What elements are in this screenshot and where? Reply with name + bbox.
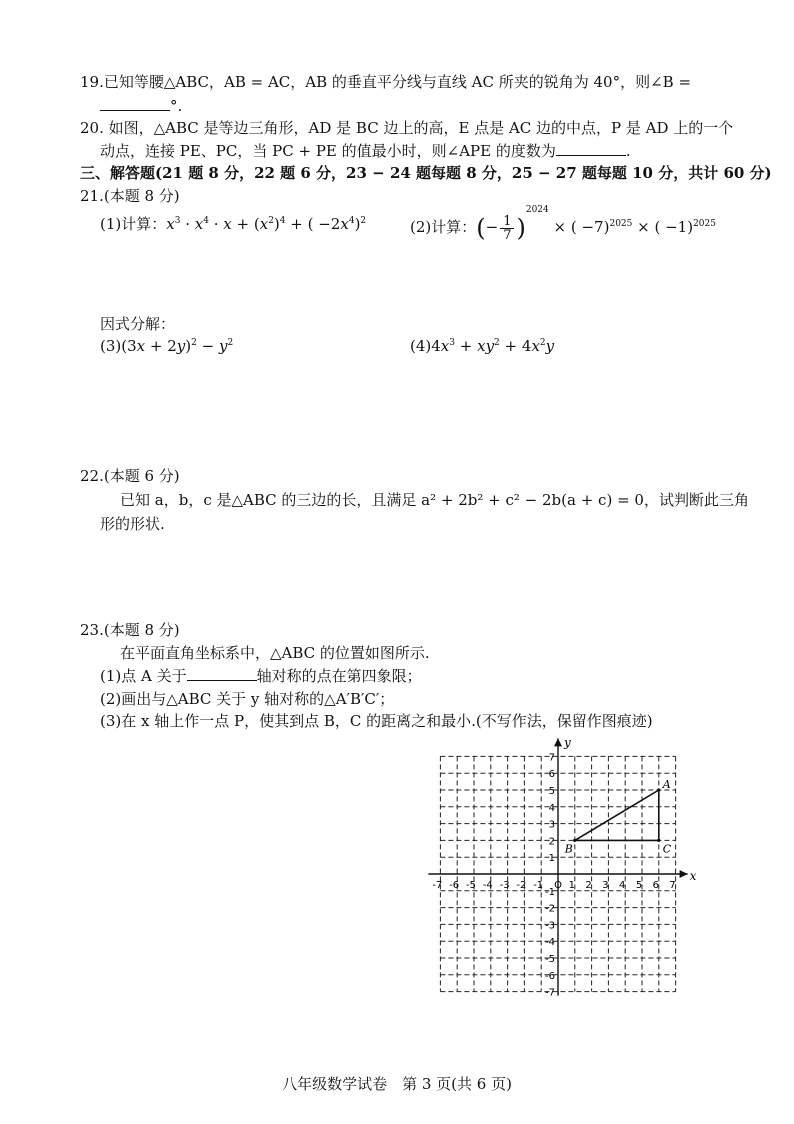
q23-part1 bbox=[100, 666, 422, 686]
fraction-denominator: 7 bbox=[503, 227, 512, 243]
fraction-numerator: 1 bbox=[500, 215, 514, 229]
q23-part1-text-a: (1)点 A 关于 bbox=[100, 667, 187, 685]
q22-line2: 形的形状. bbox=[100, 515, 165, 533]
y-axis-arrow bbox=[554, 738, 562, 746]
y-tick-label: 4 bbox=[548, 802, 555, 814]
q23-part1-text-b: 轴对称的点在第四象限； bbox=[256, 667, 422, 685]
coordinate-grid[interactable] bbox=[420, 728, 720, 1018]
q20-line2-text: 动点，连接 PE、PC，当 PC + PE 的值最小时，则∠APE 的度数为 bbox=[100, 142, 556, 160]
x-tick-label: -3 bbox=[499, 880, 510, 891]
x-tick-label: O bbox=[554, 880, 562, 891]
x-tick-label: -2 bbox=[516, 880, 527, 891]
y-tick-label: 7 bbox=[548, 752, 555, 764]
q21-part4: $(4)4x^3 + xy^2 + 4x^2y$ bbox=[410, 337, 555, 355]
q22-heading: 22.(本题 6 分) bbox=[80, 467, 180, 485]
x-tick-label: 1 bbox=[568, 880, 575, 891]
q22-line1: 已知 a，b，c 是△ABC 的三边的长，且满足 a² + 2b² + c² − 2b(a + c) = 0，试判断此三角 bbox=[120, 491, 749, 509]
q21-part4-label: (4) bbox=[410, 337, 432, 355]
x-axis-arrow bbox=[680, 870, 688, 878]
y-tick-label: 5 bbox=[548, 786, 555, 797]
x-tick-label: 3 bbox=[602, 880, 609, 891]
q19-line1: 19.已知等腰△ABC，AB = AC，AB 的垂直平分线与直线 AC 所夹的锐角为 40°，则∠B = bbox=[80, 73, 692, 91]
y-tick-label: 2 bbox=[548, 836, 555, 848]
q23-heading: 23.(本题 8 分) bbox=[80, 621, 180, 639]
y-tick-label: -4 bbox=[545, 937, 555, 949]
q20-period: . bbox=[625, 142, 631, 160]
q21-part1: (1)计算：$x^3 \cdot x^4 \cdot x + (x^2)^4$ + ( $-2x^4)^2$ bbox=[100, 215, 367, 233]
q23-answer-blank[interactable] bbox=[187, 666, 257, 681]
y-tick-label: 6 bbox=[548, 769, 555, 781]
point-A bbox=[657, 788, 660, 791]
q20-line2 bbox=[100, 141, 631, 161]
q23-part2: (2)画出与△ABC 关于 y 轴对称的△A′B′C′； bbox=[100, 690, 395, 708]
q21-heading: 21.(本题 8 分) bbox=[80, 187, 180, 205]
x-tick-label: 4 bbox=[619, 880, 626, 891]
q21-part2-label: (2)计算： bbox=[410, 218, 477, 236]
x-tick-label: -6 bbox=[449, 880, 460, 891]
x-tick-label: -5 bbox=[466, 880, 476, 891]
q21-part2: (2)计算：(− $\frac{1}{7}$ )$^{2024}$ × ( −7)$^{2025}$ × ( −1)$^{2025}$ bbox=[410, 205, 716, 243]
x-tick-label: -4 bbox=[482, 880, 493, 891]
y-tick-label: 3 bbox=[548, 819, 555, 831]
y-tick-label: -7 bbox=[545, 987, 555, 999]
x-tick-label: -7 bbox=[432, 880, 443, 891]
section3-heading: 三、解答题(21 题 8 分，22 题 6 分，23 − 24 题每题 8 分，25 − 27 题每题 10 分，共计 60 分) bbox=[80, 164, 772, 182]
q21-factor-title: 因式分解： bbox=[100, 315, 176, 333]
point-label-C: C bbox=[662, 842, 672, 856]
q23-part3: (3)在 x 轴上作一点 P，使其到点 B，C 的距离之和最小.(不写作法，保留作图痕迹) bbox=[100, 712, 653, 730]
point-label-A: A bbox=[662, 778, 671, 791]
point-B bbox=[573, 839, 576, 842]
y-tick-label: -2 bbox=[545, 903, 555, 915]
q21-part1-label: (1)计算： bbox=[100, 215, 167, 233]
q23-intro: 在平面直角坐标系中，△ABC 的位置如图所示. bbox=[120, 644, 430, 662]
y-tick-label: 1 bbox=[548, 853, 555, 865]
x-tick-label: 2 bbox=[585, 880, 592, 891]
x-tick-label: 6 bbox=[652, 880, 659, 891]
y-tick-label: -3 bbox=[545, 920, 555, 932]
y-tick-label: -6 bbox=[545, 970, 555, 982]
page-footer: 八年级数学试卷 第 3 页(共 6 页) bbox=[282, 1075, 512, 1093]
q21-part3-label: (3) bbox=[100, 337, 122, 355]
x-tick-label: 5 bbox=[635, 880, 643, 891]
y-tick-label: -5 bbox=[545, 954, 555, 965]
y-axis-label: y bbox=[564, 735, 571, 750]
q19-degree: °. bbox=[170, 97, 183, 115]
q20-answer-blank[interactable] bbox=[556, 141, 626, 156]
triangle-side bbox=[575, 790, 659, 840]
x-tick-label: 7 bbox=[669, 880, 676, 891]
q19-line2 bbox=[100, 96, 182, 116]
x-axis-label: x bbox=[689, 869, 697, 883]
point-C bbox=[657, 839, 660, 842]
q20-line1: 20. 如图，△ABC 是等边三角形，AD 是 BC 边上的高，E 点是 AC 边的中点，P 是 AD 上的一个 bbox=[80, 119, 734, 137]
q19-answer-blank[interactable] bbox=[100, 96, 170, 111]
point-label-B: B bbox=[564, 842, 573, 856]
y-tick-label: -1 bbox=[545, 886, 555, 898]
fraction-one-seventh bbox=[500, 215, 514, 242]
q21-part3: $(3)(3x + 2y)^2 - y^2$ bbox=[100, 337, 234, 355]
x-tick-label: -1 bbox=[533, 880, 544, 891]
